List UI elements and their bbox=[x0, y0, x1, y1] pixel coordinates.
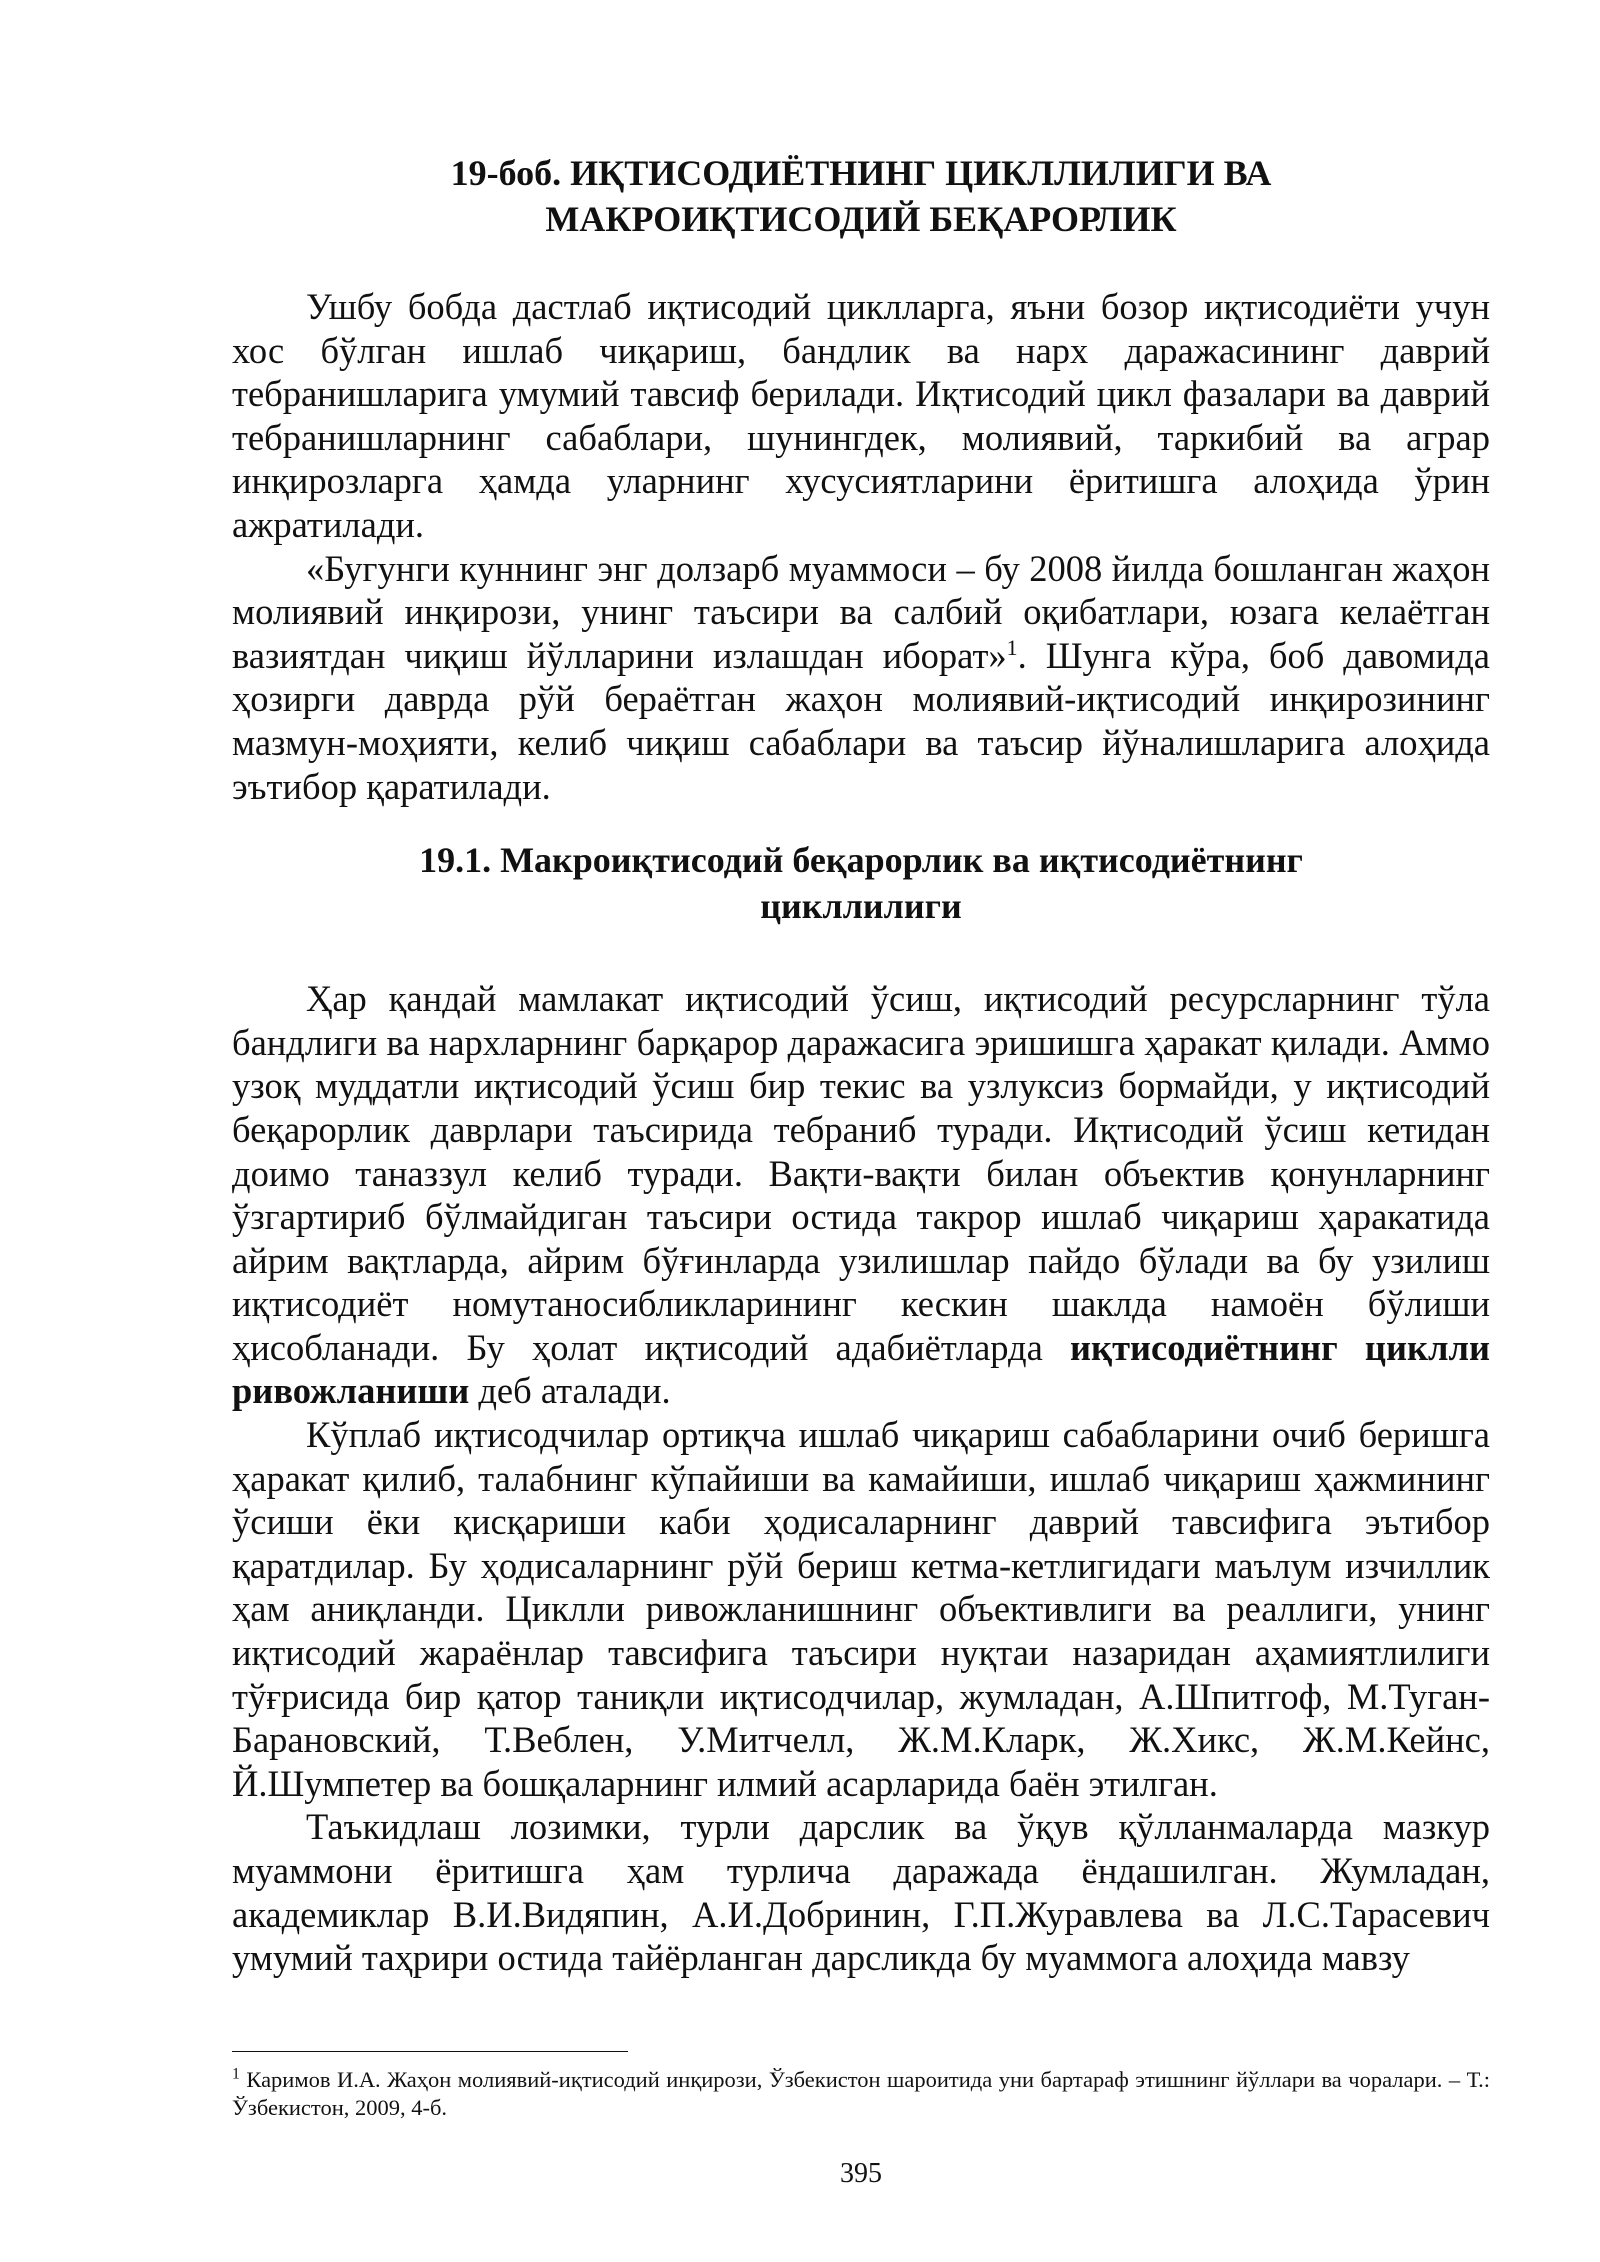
key-term: иқтисодиётнинг циклли ривожланиши bbox=[232, 1326, 1490, 1412]
footnotes bbox=[232, 2051, 1490, 2122]
body-paragraph-1 bbox=[232, 977, 1490, 1413]
footnote-reference[interactable]: 1 bbox=[1006, 634, 1018, 660]
body-paragraph-1-text: Ҳар қандай мамлакат иқтисодий ўсиш, иқтисодий ресурсларнинг тўла бандлиги ва нархларнинг барқарор даражасига эришишга ҳаракат қилади. Аммо узоқ муддатли иқтисодий ўсиш бир текис ва узлуксиз бормайди, у иқтисодий беқарорлик даврлари таъсирида тебраниб туради. Иқтисодий ўсиш кетидан доимо таназзул келиб туради. Вақти-вақти билан объектив қонунларнинг ўзгартириб бўлмайдиган таъсири остида такрор ишлаб чиқариш ҳаракатида айрим вақтларда, айрим бўғинларда узилишлар пайдо бўлади ва бу узилиш иқтисодиёт номутаносибликларининг кескин шаклда намоён бўлиши ҳисобланади. Бу ҳолат иқтисодий адабиётларда bbox=[232, 978, 1490, 1368]
body-paragraph-1-end: деб аталади. bbox=[469, 1370, 671, 1412]
section-title-line-1: 19.1. Макроиқтисодий беқарорлик ва иқтисодиётнинг bbox=[419, 840, 1303, 881]
footnote-1 bbox=[232, 2066, 1490, 2122]
section-title bbox=[232, 837, 1490, 929]
body-paragraph-2: Кўплаб иқтисодчилар ортиқча ишлаб чиқариш сабабларини очиб беришга ҳаракат қилиб, талабнинг кўпайиши ва камайиши, ишлаб чиқариш ҳажмининг ўсиши ёки қисқариши каби ҳодисаларнинг даврий тавсифига эътибор қаратдилар. Бу ҳодисаларнинг рўй бериш кетма-кетлигидаги маълум изчиллик ҳам аниқланди. Циклли ривожланишнинг объективлиги ва реаллиги, унинг иқтисодий жараёнлар тавсифига таъсири нуқтаи назаридан аҳамиятлилиги тўғрисида бир қатор таниқли иқтисодчилар, жумладан, А.Шпитгоф, М.Туган-Барановский, Т.Веблен, У.Митчелл, Ж.М.Кларк, Ж.Хикс, Ж.М.Кейнс, Й.Шумпетер ва бошқаларнинг илмий асарларида баён этилган. bbox=[232, 1414, 1490, 1804]
chapter-title-line-1: 19-боб. ИҚТИСОДИЁТНИНГ ЦИКЛЛИЛИГИ ВА bbox=[450, 153, 1272, 193]
chapter-title-line-2: МАКРОИҚТИСОДИЙ БЕҚАРОРЛИК bbox=[545, 199, 1177, 239]
intro-quote: «Бугунги куннинг энг долзарб муаммоси – бу 2008 йилда бошланган жаҳон молиявий инқирози, унинг таъсири ва салбий оқибатлари, юзага келаётган вазиятдан чиқиш йўлларини излашдан иборат» bbox=[232, 547, 1490, 676]
footnote-separator bbox=[232, 2051, 628, 2052]
intro-paragraph-2 bbox=[232, 547, 1490, 809]
body-paragraph-3: Таъкидлаш лозимки, турли дарслик ва ўқув қўлланмаларда мазкур муаммони ёритишга ҳам турлича даражада ёндашилган. Жумладан, академиклар В.И.Видяпин, А.И.Добринин, Г.П.Журавлева ва Л.С.Тарасевич умумий таҳрири остида тайёрланган дарсликда бу муаммога алоҳида мавзу bbox=[232, 1806, 1490, 1979]
intro-paragraph-2-rest: . Шунга кўра, боб давомида ҳозирги даврда рўй бераётган жаҳон молиявий-иқтисодий инқирозининг мазмун-моҳияти, келиб чиқиш сабаблари ва таъсир йўналишларига алоҳида эътибор қаратилади. bbox=[232, 634, 1490, 807]
footnote-text: Каримов И.А. Жаҳон молиявий-иқтисодий инқирози, Ўзбекистон шароитида уни бартараф этишнинг йўллари ва чоралари. – Т.: Ўзбекистон, 2009, 4-б. bbox=[232, 2067, 1490, 2120]
intro-paragraph-1: Ушбу бобда дастлаб иқтисодий циклларга, яъни бозор иқтисодиёти учун хос бўлган ишлаб чиқариш, бандлик ва нарх даражасининг даврий тебранишларига умумий тавсиф берилади. Иқтисодий цикл фазалари ва даврий тебранишларнинг сабаблари, шунингдек, молиявий, таркибий ва аграр инқирозларга ҳамда уларнинг хусусиятларини ёритишга алоҳида ўрин ажратилади. bbox=[232, 286, 1490, 545]
footnote-marker: 1 bbox=[232, 2065, 240, 2083]
page-content bbox=[232, 150, 1490, 1980]
page-number: 395 bbox=[840, 2158, 882, 2189]
chapter-title bbox=[232, 150, 1490, 242]
section-title-line-2: цикллилиги bbox=[760, 886, 962, 927]
